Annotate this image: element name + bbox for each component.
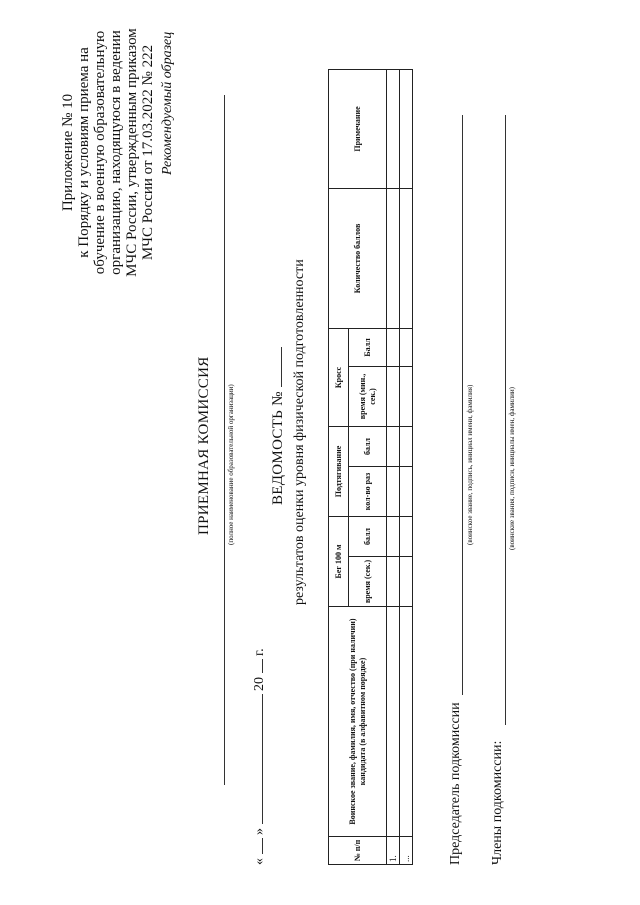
date-year-suffix: г. (252, 648, 267, 656)
header-run100: Бег 100 м (329, 516, 349, 606)
chair-signature-line (462, 115, 463, 695)
table-cell (387, 188, 400, 328)
row-number: 1. (387, 837, 400, 865)
appendix-line: к Порядку и условиям приема на (76, 47, 92, 258)
table-cell (400, 466, 413, 516)
appendix-block (60, 20, 156, 285)
date-quote-open: « (252, 858, 267, 865)
table-cell (387, 557, 400, 607)
table-cell (400, 328, 413, 366)
table-cell (400, 69, 413, 188)
appendix-line: обучение в военную образовательную (92, 30, 108, 275)
header-total: Количество баллов (329, 188, 387, 328)
chair-label: Председатель подкомиссии (448, 702, 463, 865)
appendix-line: МЧС России от 17.03.2022 № 222 (140, 44, 156, 261)
members-signature-line (505, 115, 506, 725)
table-cell (400, 366, 413, 426)
appendix-line: организацию, находящуюся в ведении (108, 30, 124, 275)
sample-label: Рекомендуемый образец (160, 31, 175, 175)
members-label: Члены подкомиссии: (490, 740, 505, 865)
org-underline (224, 95, 225, 785)
table-cell (387, 366, 400, 426)
table-row (387, 69, 400, 864)
header-pullups: Подтягивание (329, 426, 349, 516)
commission-title: ПРИЕМНАЯ КОМИССИЯ (196, 356, 212, 535)
org-caption: (полное наименование образовательной организации) (227, 384, 235, 545)
subheader-pull-count: кол-во раз (349, 466, 387, 516)
table-cell (400, 557, 413, 607)
table-cell (387, 69, 400, 188)
subheader-run-score: балл (349, 516, 387, 556)
table-cell (387, 426, 400, 466)
statement-number-label: ВЕДОМОСТЬ № (270, 391, 286, 505)
table-cell (387, 328, 400, 366)
chair-caption: (воинское звание, подпись, инициал имени, фамилия) (466, 384, 474, 545)
header-name: Воинское звание, фамилия, имя, отчество (при наличии) кандидата (в алфавитном порядке) (329, 607, 387, 837)
header-no: № п/п (329, 837, 387, 865)
table-cell (400, 426, 413, 466)
table-cell (400, 516, 413, 556)
date-quote-close: » (252, 828, 267, 835)
date-year-prefix: 20 (252, 677, 267, 691)
subheader-cross-score: Балл (349, 328, 387, 366)
members-caption: (воинские звания, подписи, инициалы имен, фамилии) (508, 387, 516, 550)
header-note: Примечание (329, 69, 387, 188)
table-cell (400, 188, 413, 328)
table-cell (387, 516, 400, 556)
table-cell (387, 607, 400, 837)
table-row (400, 69, 413, 864)
appendix-line: МЧС России, утвержденным приказом (124, 28, 140, 277)
date-line (252, 648, 268, 865)
subheader-cross-time: время (мин., сек.) (349, 366, 387, 426)
statement-subtitle: результатов оценки уровня физической подготовленности (292, 259, 307, 605)
table-cell (387, 466, 400, 516)
appendix-line: Приложение № 10 (60, 93, 76, 212)
statement-title (270, 347, 287, 505)
results-table (328, 69, 413, 865)
table-cell (400, 607, 413, 837)
subheader-pull-score: балл (349, 426, 387, 466)
header-cross: Кросс (329, 328, 349, 426)
row-number: ... (400, 837, 413, 865)
subheader-run-time: время (сек.) (349, 557, 387, 607)
